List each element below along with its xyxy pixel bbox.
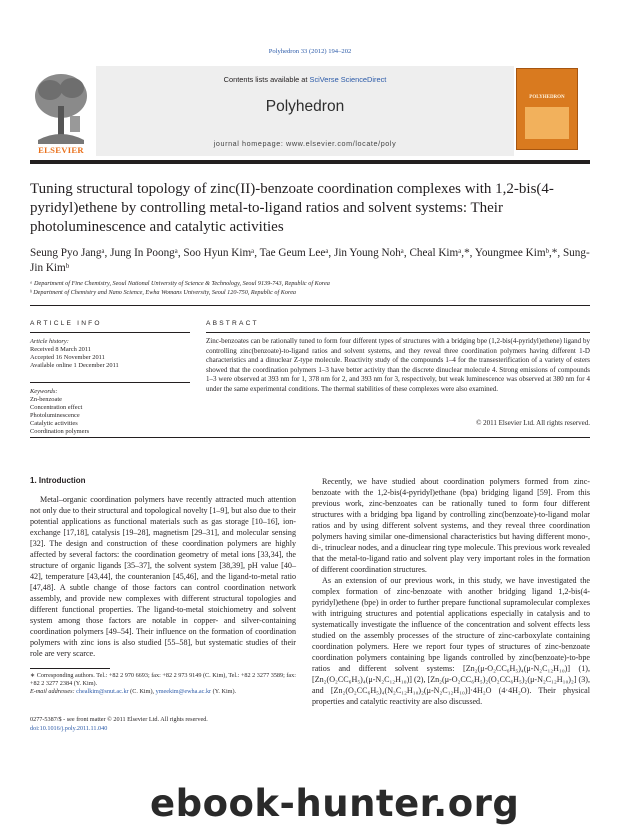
history-online: Available online 1 December 2011 <box>30 362 119 369</box>
email-owner-ykim: (Y. Kim). <box>211 688 237 695</box>
article-info-rule <box>30 332 190 333</box>
abstract-text: Zinc-benzoates can be rationally tuned to form four different types of structures with a bridging bpe (1,2-bis(4-pyridyl)ethene) ligand by controlling zinc(benzoate)-to-ligand ratios and solvent systems, and they reveal three coordination polymers having different 1-D characteristics and a dinuclear Z-type molecule. Reactivity study of the compounds 1–4 for the transesterification of a variety of esters showed that the coordination polymers 1–3 have better activity than the discrete dinuclear molecule 4. Strong emissions of compounds 1–3 were observed at 393 nm for 1, 378 nm for 2, and 393 nm for 3, respectively, but weak luminescence was observed at 380 nm for 4 under the same experimental conditions. The thermal stabilities of these complexes were also examined. <box>206 337 590 393</box>
article-info-heading: ARTICLE INFO <box>30 320 102 327</box>
history-label: Article history: <box>30 338 69 345</box>
author-list: Seung Pyo Jangᵃ, Jung In Poongᵃ, Soo Hyun Kimᵃ, Tae Geum Leeᵃ, Jin Young Nohᵃ, Cheal Kimᵃ,*, Youngmee Kimᵇ,*, Sung-Jin Kimᵇ <box>30 247 590 274</box>
introduction-heading: 1. Introduction <box>30 476 86 485</box>
email-addresses <box>30 688 296 696</box>
journal-title: Polyhedron <box>265 98 345 115</box>
journal-citation: Polyhedron 33 (2012) 194–202 <box>268 48 352 55</box>
intro-paragraph-1: Metal–organic coordination polymers have recently attracted much attention not only due to their structural and topological novelty [1–9], but also due to their potential applications as functional materials such as gas storage [10–16], ion-exchange [17,18], catalysis [19–28], magnetism [29–31], and molecular sensing [32]. The design and construction of these coordination polymers are highly affected by several factors: the coordination geometry of metal ions [33,34], the structure of organic ligands [35–37], the solvent system [38,39], pH value [40–42], temperature [43,44], the counteranion [45,46], and the ligand-to-metal ratio [47,48]. A subtle change of those factors can control coordination network assembly, and provide new complexes with different structural topologies and different functional properties. The ligand-to-metal stoichiometry and solvent system among those factors are notable in copper- and silver-containing coordination polymers [49–54]. Their influence on the formation of coordination polymers with zinc ions is also studied [55–58], but systematic studies of their role are very scarce. <box>30 495 296 658</box>
abstract-copyright: © 2011 Elsevier Ltd. All rights reserved. <box>476 419 590 427</box>
affiliation-b: ᵇ Department of Chemistry and Nano Science, Ewha Womans University, Seoul 120-750, Republic of Korea <box>30 289 297 296</box>
article-history <box>30 338 190 370</box>
abstract-rule <box>206 332 590 333</box>
email-link-ykim[interactable]: ymeekim@ewha.ac.kr <box>155 688 212 695</box>
email-label: E-mail addresses: <box>30 688 77 695</box>
email-link-ckim[interactable]: chealkim@snut.ac.kr <box>76 688 129 695</box>
keyword-item: Photoluminescence <box>30 412 80 419</box>
contents-prefix: Contents lists available at <box>223 75 310 84</box>
corresponding-authors: ∗ Corresponding authors. Tel.: +82 2 970 6693; fax: +82 2 973 9149 (C. Kim), Tel.: +82 2 3277 3589; fax: +82 2 3277 2384 (Y. Kim). <box>30 672 296 687</box>
body-column-right <box>312 476 590 707</box>
affiliation-a: ᵃ Department of Fine Chemistry, Seoul National University of Science & Technology, Seoul 9139-743, Republic of Korea <box>30 280 330 287</box>
contents-line <box>96 75 514 84</box>
keyword-item: Concentration effect <box>30 404 83 411</box>
watermark-text: ebook-hunter.org <box>150 782 520 825</box>
keywords <box>30 388 190 436</box>
affiliation-divider <box>30 305 590 306</box>
email-owner-ckim: (C. Kim), <box>128 688 156 695</box>
history-accepted: Accepted 16 November 2011 <box>30 354 105 361</box>
journal-cover-thumbnail[interactable] <box>516 68 578 150</box>
abstract-bottom-rule <box>30 437 590 438</box>
abstract-heading: ABSTRACT <box>206 320 259 327</box>
keywords-label: Keywords: <box>30 388 58 395</box>
keyword-item: Zn-benzoate <box>30 396 62 403</box>
journal-homepage[interactable]: journal homepage: www.elsevier.com/locate/poly <box>213 139 397 148</box>
doi-link[interactable]: doi:10.1016/j.poly.2011.11.040 <box>30 725 108 732</box>
article-title: Tuning structural topology of zinc(II)-benzoate coordination complexes with 1,2-bis(4-pyridyl)ethene by controlling metal-to-ligand ratios and solvent systems: Their photoluminescence and catalytic activities <box>30 181 554 235</box>
intro-paragraph-2: Recently, we have studied about coordination polymers formed from zinc-benzoate with the 1,2-bis(4-pyridyl)ethane (bpa) bridging ligand [59]. From this previous work, zinc-benzoates can be rationally tuned to form four different structures with a bridging bpa ligand by controlling zinc(benzoate)-to-ligand molar ratios and by using different solvent systems, and they reveal three coordination polymers having similar one-dimensional characteristics but having different mono-, di-, trinuclear nodes, and a dinuclear ring type molecule. This previous work revealed that the metal-to-ligand ratio and solvent play very important roles in the formation of different coordination structures. <box>312 477 590 574</box>
cover-title: POLYHEDRON <box>529 95 565 100</box>
keyword-item: Catalytic activities <box>30 420 78 427</box>
footnote-rule <box>30 668 110 669</box>
elsevier-tree-logo-icon <box>30 66 92 150</box>
history-received: Received 8 March 2011 <box>30 346 91 353</box>
issn-line: 0277-5387/$ - see front matter © 2011 Elsevier Ltd. All rights reserved. <box>30 716 208 723</box>
cover-art <box>525 107 569 139</box>
header-divider <box>30 160 590 164</box>
body-column-left <box>30 494 296 659</box>
keyword-item: Coordination polymers <box>30 428 90 435</box>
sciencedirect-link[interactable]: SciVerse ScienceDirect <box>309 75 387 84</box>
keywords-rule <box>30 382 190 383</box>
footnote-block <box>30 672 296 696</box>
intro-paragraph-3: As an extension of our previous work, in this study, we have investigated the complex formation of zinc-benzoate with another bridging ligand 1,2-bis(4-pyridyl)ethene (bpe) in order to further prepare functional supramolecular complexes with intriguing structures and potential applications especially in catalysis and to systematically investigate the influence of the concentration and solvent effects less studied on the assembly processes of the structure of zinc-carboxylate containing coordination polymers. Here we report four types of structures of zinc-benzoate coordination polymers containing bpe ligands controlled by zinc(benzoate)-to-bpe ratios and different solvent systems: [Zn₂(μ-O₂CC₆H₅)₄(μ-N₂C₁₂H₁₀)] (1), [Zn₂(O₂CC₆H₅)₄(μ-N₂C₁₂H₁₀)] (2), [Zn₂(μ-O₂CC₆H₅)₂(O₂CC₆H₅)₂(μ-N₂C₁₂H₁₀)₂] (3), and [Zn₂(O₂CC₆H₅)₄(N₂C₁₂H₁₀)₂(μ-N₂C₁₂H₁₀)]·4H₂O (4·4H₂O). Their physical properties and catalytic reactivity are also discussed. <box>312 576 590 706</box>
elsevier-logo-word: ELSEVIER <box>38 145 84 155</box>
